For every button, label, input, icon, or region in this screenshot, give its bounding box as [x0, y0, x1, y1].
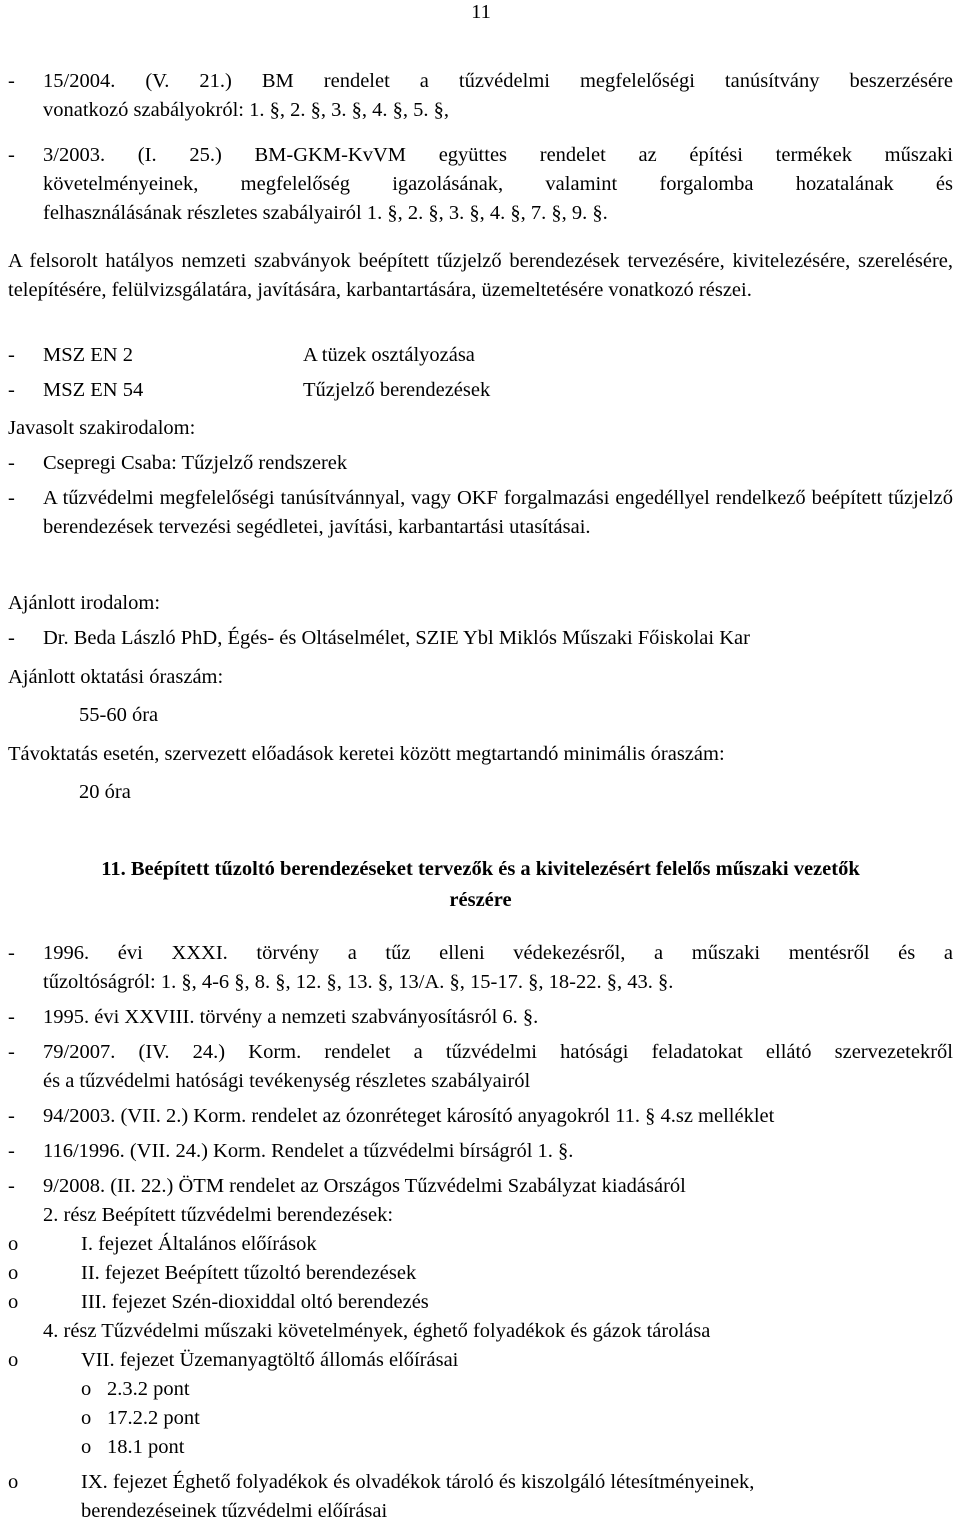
regulation-line: és a tűzvédelmi hatósági tevékenység részletes szabályairól — [43, 1070, 531, 1092]
point-text: 18.1 pont — [107, 1436, 185, 1458]
bullet-dash: - — [8, 1140, 15, 1162]
hours-section — [8, 663, 953, 730]
recommended-label: Ajánlott irodalom: — [8, 592, 161, 614]
section-heading-line: részére — [449, 889, 512, 911]
bullet-o: o — [81, 1407, 92, 1429]
chapter-text: VII. fejezet Üzemanyagtöltő állomás előírásai — [81, 1349, 459, 1371]
standard-row — [8, 376, 953, 405]
sublist-item — [8, 1259, 953, 1288]
regulation-line: tűzoltóságról: 1. §, 4-6 §, 8. §, 12. §, 13. §, 13/A. §, 15-17. §, 18-22. §, 43. §. — [43, 971, 674, 993]
list-item — [8, 1172, 953, 1230]
intro-paragraph: A felsorolt hatályos nemzeti szabványok beépített tűzjelző berendezések tervezésére, kivitelezésére, szerelésére, telepítésére, felülvizsgálatára, javítására, karbantartására, üzemeltetésére vonatkozó részei. — [8, 250, 953, 301]
list-item — [8, 939, 953, 997]
regulation-line: 79/2007. (IV. 24.) Korm. rendelet a tűzvédelmi hatósági feladatokat ellátó szervezetekről — [43, 1041, 953, 1063]
bullet-o: o — [8, 1471, 19, 1493]
list-item — [8, 1038, 953, 1096]
literature-text: A tűzvédelmi megfelelőségi tanúsítvánnyal, vagy OKF forgalmazási engedéllyel rendelkező beépített tűzjelző berendezések tervezési segédletei, javítási, karbantartási utasításai. — [43, 487, 953, 538]
section-heading — [8, 855, 953, 915]
list-item — [8, 624, 953, 653]
list-item — [8, 1102, 953, 1131]
standard-code: MSZ EN 2 — [43, 344, 133, 366]
recommended-literature — [8, 589, 953, 653]
sublist-item — [8, 1288, 953, 1317]
bullet-o: o — [8, 1349, 19, 1371]
sublist-item — [8, 1346, 953, 1375]
literature-text: Csepregi Csaba: Tűzjelző rendszerek — [43, 452, 348, 474]
list-item — [8, 141, 953, 228]
bullet-dash: - — [8, 1041, 15, 1063]
regulation-line: követelményeinek, megfelelőség igazolásának, valamint forgalomba hozatalának és — [43, 173, 953, 195]
part-label: 4. rész Tűzvédelmi műszaki követelmények, éghető folyadékok és gázok tárolása — [43, 1320, 711, 1342]
bullet-o: o — [81, 1436, 92, 1458]
bullet-o: o — [8, 1291, 19, 1313]
standard-title: Tűzjelző berendezések — [303, 379, 491, 401]
list-item — [8, 1137, 953, 1166]
distance-section — [8, 740, 953, 807]
point-text: 2.3.2 pont — [107, 1378, 190, 1400]
hours-value: 55-60 óra — [79, 704, 159, 726]
distance-label: Távoktatás esetén, szervezett előadások keretei között megtartandó minimális óraszám: — [8, 743, 725, 765]
bullet-o: o — [8, 1262, 19, 1284]
regulation-line: 116/1996. (VII. 24.) Korm. Rendelet a tűzvédelmi bírságról 1. §. — [43, 1140, 574, 1162]
regulation-line: 9/2008. (II. 22.) ÖTM rendelet az Országos Tűzvédelmi Szabályzat kiadásáról — [43, 1175, 686, 1197]
bullet-dash: - — [8, 1006, 15, 1028]
list-item — [8, 1003, 953, 1032]
regulation-line: 94/2003. (VII. 2.) Korm. rendelet az ózonréteget károsító anyagokról 11. § 4.sz melléklet — [43, 1105, 775, 1127]
list-item — [8, 484, 953, 542]
regulation-line: vonatkozó szabályokról: 1. §, 2. §, 3. §, 4. §, 5. §, — [43, 99, 449, 121]
literature-text: Dr. Beda László PhD, Égés- és Oltáselmélet, SZIE Ybl Miklós Műszaki Főiskolai Kar — [43, 627, 750, 649]
section-heading-line: 11. Beépített tűzoltó berendezéseket tervezők és a kivitelezésért felelős műszaki vezetők — [101, 858, 860, 880]
bullet-dash: - — [8, 144, 15, 166]
regulation-line: 1995. évi XXVIII. törvény a nemzeti szabványosításról 6. §. — [43, 1006, 539, 1028]
list-item — [8, 449, 953, 478]
page-number: 11 — [471, 1, 491, 23]
bullet-dash: - — [8, 70, 15, 92]
bullet-dash: - — [8, 379, 15, 401]
sublist-item — [8, 1230, 953, 1259]
point-text: 17.2.2 pont — [107, 1407, 200, 1429]
part-label: 2. rész Beépített tűzvédelmi berendezések: — [43, 1204, 394, 1226]
regulation-list-top — [8, 67, 953, 228]
bullet-o: o — [8, 1233, 19, 1255]
chapter-text: berendezéseinek tűzvédelmi előírásai — [81, 1500, 388, 1522]
bullet-dash: - — [8, 452, 15, 474]
chapter-text: I. fejezet Általános előírások — [81, 1233, 317, 1255]
regulation-line: 15/2004. (V. 21.) BM rendelet a tűzvédelmi megfelelőségi tanúsítvány beszerzésére — [43, 70, 953, 92]
bullet-dash: - — [8, 487, 15, 509]
bullet-dash: - — [8, 942, 15, 964]
regulation-line: felhasználásának részletes szabályairól 1. §, 2. §, 3. §, 4. §, 7. §, 9. §. — [43, 202, 608, 224]
standard-title: A tüzek osztályozása — [303, 344, 475, 366]
chapter-text: III. fejezet Szén-dioxiddal oltó berendezés — [81, 1291, 429, 1313]
bullet-dash: - — [8, 1105, 15, 1127]
subsublist-item — [81, 1375, 953, 1404]
suggested-literature — [8, 414, 953, 542]
regulation-list-bottom — [8, 939, 953, 1526]
bullet-dash: - — [8, 344, 15, 366]
standard-row — [8, 341, 953, 370]
chapter-text: II. fejezet Beépített tűzoltó berendezések — [81, 1262, 417, 1284]
list-item — [8, 67, 953, 125]
sublist-item — [8, 1468, 953, 1526]
distance-value: 20 óra — [79, 781, 131, 803]
hours-label: Ajánlott oktatási óraszám: — [8, 666, 224, 688]
standards-list — [8, 341, 953, 405]
regulation-line: 3/2003. (I. 25.) BM-GKM-KvVM együttes rendelet az építési termékek műszaki — [43, 144, 953, 166]
subsublist-item — [81, 1433, 953, 1462]
suggested-label: Javasolt szakirodalom: — [8, 417, 196, 439]
bullet-dash: - — [8, 1175, 15, 1197]
bullet-o: o — [81, 1378, 92, 1400]
chapter-text: IX. fejezet Éghető folyadékok és olvadékok tároló és kiszolgáló létesítményeinek, — [81, 1471, 755, 1493]
bullet-dash: - — [8, 627, 15, 649]
regulation-line: 1996. évi XXXI. törvény a tűz elleni védekezésről, a műszaki mentésről és a — [43, 942, 953, 964]
standard-code: MSZ EN 54 — [43, 379, 144, 401]
subsublist-item — [81, 1404, 953, 1433]
